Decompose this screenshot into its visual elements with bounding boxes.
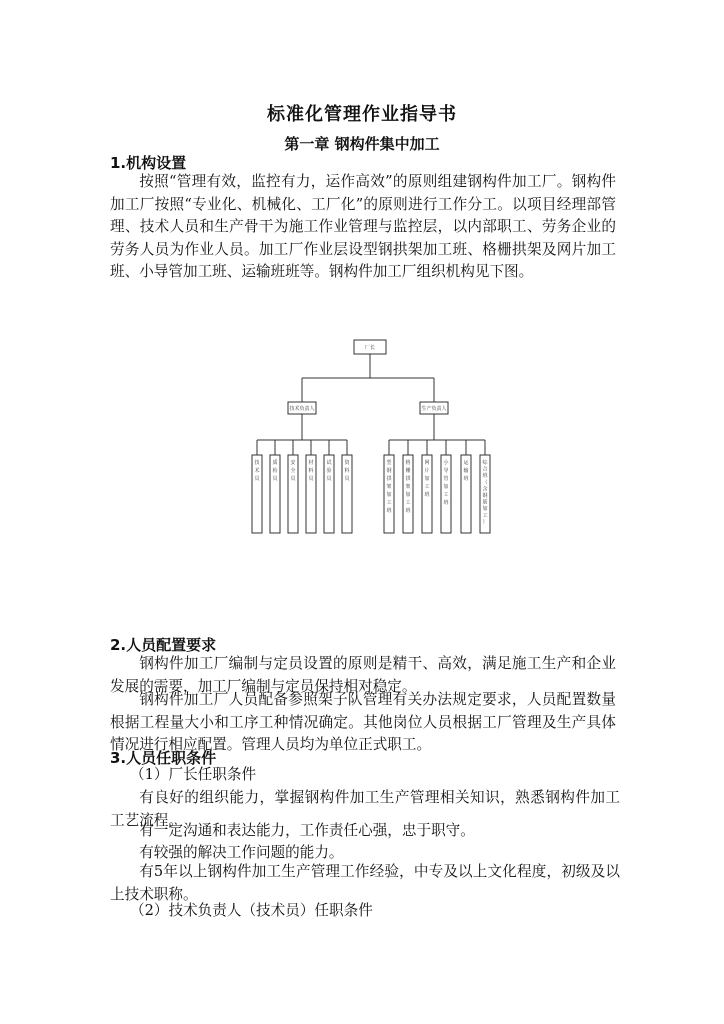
section-1-heading: 1.机构设置 bbox=[110, 154, 187, 172]
org-child-box bbox=[288, 455, 298, 533]
org-child-box bbox=[252, 455, 262, 533]
right-child-label: 小导管加工班 bbox=[443, 460, 449, 506]
item-1-line-4: 有5年以上钢构件加工生产管理工作经验，中专及以上文化程度，初级及以上技术职称。 bbox=[110, 863, 620, 903]
right-child-label: 运输班 bbox=[463, 460, 469, 482]
section-1-paragraph: 按照“管理有效，监控有力，运作高效”的原则组建钢构件加工厂。钢构件加工厂按照“专业化、机械化、工厂化”的原则进行工作分工。以项目经理部管理、技术人员和生产骨干为施工作业管理与监控层，以内部职工、劳务企业的劳务人员为作业人员。加工厂作业层设型钢拱架加工班、格栅拱架及网片加工班、小导管加工班、运输班班等。钢构件加工厂组织机构见下图。 bbox=[110, 173, 616, 281]
section-3-heading: 3.人员任职条件 bbox=[110, 749, 217, 767]
section-2-paragraph-2: 钢构件加工厂人员配备参照架子队管理有关办法规定要求，人员配置数量根据工程量大小和工序工种情况确定。其他岗位人员根据工厂管理及生产具体情况进行相应配置。管理人员均为单位正式职工。 bbox=[110, 691, 616, 754]
left-child-label: 安全员 bbox=[290, 460, 296, 482]
item-2-title: （2）技术负责人（技术员）任职条件 bbox=[130, 902, 373, 919]
chapter-title: 第一章 钢构件集中加工 bbox=[284, 135, 440, 153]
org-child-box bbox=[461, 455, 471, 533]
left-child-label: 材料员 bbox=[308, 460, 314, 482]
org-left-branch-label: 技术负责人 bbox=[289, 406, 315, 412]
section-2-paragraph-1: 钢构件加工厂编制与定员设置的原则是精干、高效，满足施工生产和企业发展的需要，加工厂编制与定员保持相对稳定。 bbox=[110, 655, 616, 695]
item-1-line-1: 有良好的组织能力，掌握钢构件加工生产管理相关知识，熟悉钢构件加工工艺流程。 bbox=[110, 789, 620, 829]
document-title: 标准化管理作业指导书 bbox=[267, 104, 457, 125]
left-child-label: 质检员 bbox=[272, 460, 278, 482]
item-1-title: （1）厂长任职条件 bbox=[130, 766, 257, 783]
org-child-box bbox=[270, 455, 280, 533]
org-child-box bbox=[342, 455, 352, 533]
left-child-label: 技术员 bbox=[254, 460, 260, 482]
org-chart bbox=[0, 336, 724, 536]
item-1-line-2: 有一定沟通和表达能力，工作责任心强，忠于职守。 bbox=[139, 822, 475, 839]
left-child-label: 资料员 bbox=[344, 460, 350, 482]
item-1-line-3: 有较强的解决工作问题的能力。 bbox=[139, 844, 344, 861]
left-child-label: 试验员 bbox=[326, 460, 332, 482]
right-child-label: 型钢拱架加工班 bbox=[386, 460, 392, 514]
org-child-box bbox=[324, 455, 334, 533]
org-root-label: 厂长 bbox=[364, 345, 376, 351]
org-right-branch-label: 生产负责人 bbox=[421, 406, 447, 412]
section-2-heading: 2.人员配置要求 bbox=[110, 636, 217, 654]
right-child-label: 网片加工班 bbox=[424, 460, 430, 498]
right-child-label: 格栅拱架加工班 bbox=[405, 460, 411, 514]
right-child-label: 综合班（含钢筋加工） bbox=[482, 460, 488, 526]
org-child-box bbox=[306, 455, 316, 533]
